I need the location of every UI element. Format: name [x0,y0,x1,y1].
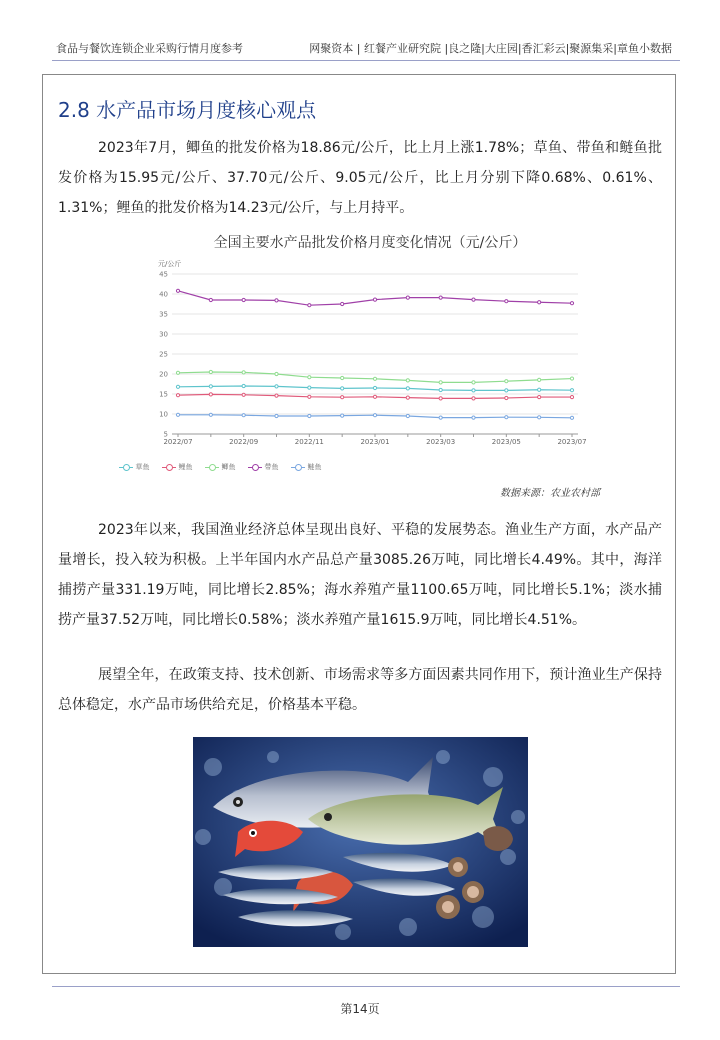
series-point [176,289,179,292]
series-point [341,376,344,379]
paragraph-2 [58,515,662,635]
series-point [538,378,541,381]
footer-divider [52,986,680,987]
series-point [439,296,442,299]
legend-item [162,462,193,472]
legend-item [205,462,236,472]
series-point [505,389,508,392]
series-point [406,387,409,390]
series-point [308,386,311,389]
series-point [308,304,311,307]
legend-label: 草鱼 [135,463,150,471]
series-point [209,393,212,396]
legend-label: 鲫鱼 [221,463,236,471]
series-point [570,389,573,392]
series-point [439,416,442,419]
series-point [275,299,278,302]
section-title: 2.8 水产品市场月度核心观点 [58,98,317,122]
chart-title: 全国主要水产品批发价格月度变化情况（元/公斤） [213,235,527,251]
legend-item [248,462,279,472]
series-point [570,416,573,419]
series-point [505,300,508,303]
series-point [373,395,376,398]
series-point [341,302,344,305]
series-point [373,386,376,389]
series-point [472,397,475,400]
series-point [242,393,245,396]
legend-label: 鲢鱼 [307,463,322,471]
y-tick-label: 35 [159,310,168,319]
series-point [275,385,278,388]
series-point [439,397,442,400]
legend-label: 鲤鱼 [178,463,193,471]
legend-marker [119,464,133,470]
page-number: 第14页 [340,1002,380,1016]
series-point [308,395,311,398]
paragraph-1 [58,133,662,223]
series-point [209,370,212,373]
series-point [373,414,376,417]
y-tick-label: 10 [159,410,168,419]
chart-plot [150,252,590,488]
paragraph-3 [58,660,662,720]
y-tick-label: 25 [159,350,168,359]
series-point [308,414,311,417]
x-tick-label: 2023/07 [557,438,587,446]
series-point [472,389,475,392]
header-right: 网聚资本 | 红餐产业研究院 |良之隆|大庄园|香汇彩云|聚源集采|章鱼小数据 [309,42,672,55]
series-point [439,388,442,391]
paragraph-1-text: 2023年7月，鲫鱼的批发价格为18.86元/公斤，比上月上涨1.78%；草鱼、带鱼和鲢鱼批发价格为15.95元/公斤、37.70元/公斤、9.05元/公斤，比上月分别下降0.68%、0.61%、1.31%；鲤鱼的批发价格为14.23元/公斤，与上月持平。 [58,140,662,216]
data-source: 数据来源：农业农村部 [500,488,600,499]
legend-marker [162,464,176,470]
series-point [341,396,344,399]
legend-marker [291,464,305,470]
series-point [505,416,508,419]
series-point [505,396,508,399]
series-point [209,385,212,388]
x-tick-label: 2022/07 [163,438,193,446]
legend-label: 带鱼 [264,463,279,471]
x-tick-label: 2022/11 [294,438,324,446]
series-point [538,395,541,398]
series-point [570,302,573,305]
y-tick-label: 15 [159,390,168,399]
series-point [505,380,508,383]
paragraph-3-text: 展望全年，在政策支持、技术创新、市场需求等多方面因素共同作用下，预计渔业生产保持总体稳定，水产品市场供给充足，价格基本平稳。 [58,667,662,713]
series-point [538,301,541,304]
y-tick-label: 5 [163,430,168,439]
series-point [472,298,475,301]
series-point [242,371,245,374]
series-point [176,394,179,397]
series-point [341,387,344,390]
series-point [308,376,311,379]
header-left: 食品与餐饮连锁企业采购行情月度参考 [56,42,243,55]
paragraph-2-text: 2023年以来，我国渔业经济总体呈现出良好、平稳的发展势态。渔业生产方面，水产品产量增长，投入较为积极。上半年国内水产品总产量3085.26万吨，同比增长4.49%。其中，海洋捕捞产量331.19万吨，同比增长2.85%；海水养殖产量1100.65万吨，同比增长5.1%；淡水捕捞产量37.52万吨，同比增长0.58%；淡水养殖产量1615.9万吨，同比增长4.51%。 [58,522,662,628]
y-tick-label: 20 [159,370,168,379]
series-point [570,377,573,380]
series-point [373,298,376,301]
series-point [242,414,245,417]
series-point [406,414,409,417]
legend-item [119,462,150,472]
series-point [406,396,409,399]
series-point [209,298,212,301]
series-point [209,413,212,416]
y-axis-label: 元/公斤 [158,260,182,268]
series-point [275,414,278,417]
series-point [242,298,245,301]
legend-item [291,462,322,472]
price-chart [150,228,590,488]
series-point [406,296,409,299]
series-point [472,381,475,384]
series-point [373,377,376,380]
series-point [176,385,179,388]
y-tick-label: 30 [159,330,168,339]
series-point [570,395,573,398]
series-point [275,372,278,375]
series-point [242,384,245,387]
y-tick-label: 40 [159,290,168,299]
series-point [275,394,278,397]
legend-marker [248,464,262,470]
series-point [538,416,541,419]
legend-marker [205,464,219,470]
x-tick-label: 2023/03 [426,438,456,446]
chart-legend [0,462,440,472]
series-point [439,381,442,384]
x-tick-label: 2023/05 [491,438,521,446]
series-point [176,413,179,416]
series-point [341,414,344,417]
x-tick-label: 2023/01 [360,438,390,446]
seafood-photo [193,737,528,947]
series-point [538,388,541,391]
y-tick-label: 45 [159,270,168,279]
header-divider [52,60,680,61]
series-point [406,379,409,382]
series-point [176,371,179,374]
series-point [472,416,475,419]
x-tick-label: 2022/09 [229,438,259,446]
